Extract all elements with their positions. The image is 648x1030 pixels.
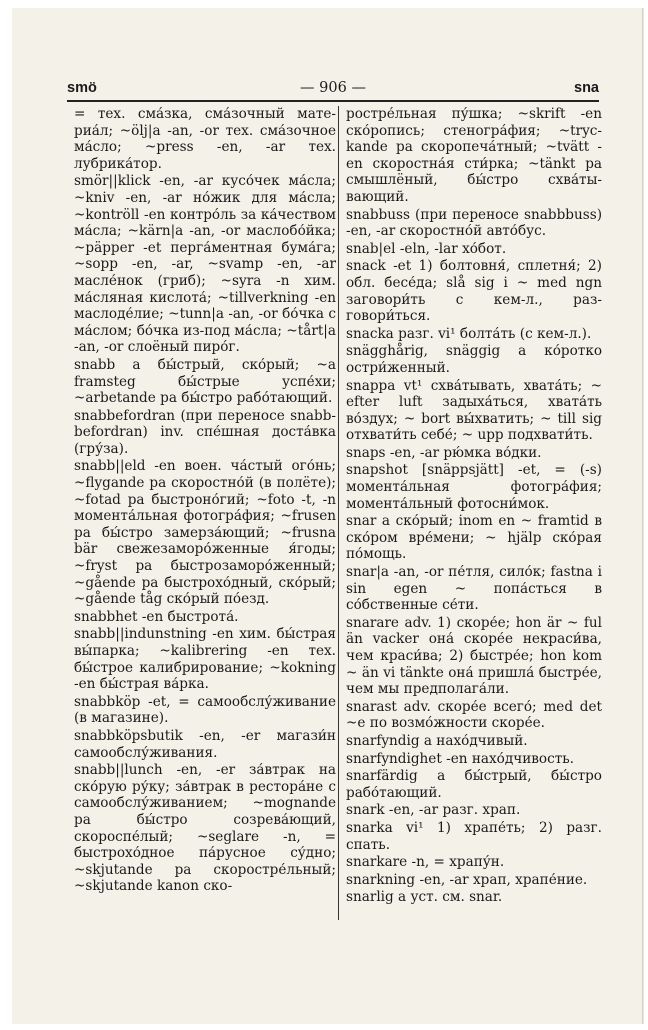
entry: snabb a бы́стрый, ско́рый; ~a framsteg бы́стрые успе́хи; ~arbetande pa бы́стро рабо́тающий. (74, 356, 336, 407)
entry: snabbköp -et, = самообслу́живание (в магазине). (74, 693, 336, 727)
entry: snacka разг. vi¹ болта́ть (с кем-л.). (346, 325, 592, 342)
entry: snabbuss (при переносе snabbbuss) -en, -ar скоростно́й авто́бус. (346, 206, 602, 240)
page-header (67, 80, 599, 98)
entry: snarlig a уст. см. snar. (346, 889, 503, 906)
entry: snar|a -an, -or пе́тля, сило́к; fastna i sin egen ~ попа́сться в со́бственные се́ти. (346, 564, 602, 614)
entry: snarfyndighet -en нахо́дчивость. (346, 750, 574, 767)
entry: snaps -en, -ar рю́мка во́дки. (346, 444, 542, 461)
entry: snarkning -en, -ar храп, храпе́ние. (346, 871, 588, 888)
entry: snarare adv. 1) скоре́е; hon är ~ ful än vacker она́ скоре́е некраси́ва, чем краси́ва; 2) быстре́е; hon kom ~ än vi tänkte она́ пришла́ быстре́е, чем мы предполага́ли. (346, 614, 602, 698)
entry: snapshot [snäppsjätt] -et, = (-s) момента́льная фотогра́фия; момента́льный фотосни́мок. (346, 462, 602, 512)
entry: snark -en, -ar разг. храп. (346, 802, 521, 819)
entry: snack -et 1) болтовня́, сплетня́; 2) обл. бесе́да; slå sig i ~ med ngn заговори́ть с кем-л., разговори́ться. (346, 258, 602, 325)
entry: snarfärdig a бы́стрый, бы́стро рабо́тающий. (346, 768, 602, 801)
entry: ростре́льная пу́шка; ~skrift -en ско́ропись; стеногра́фия; ~tryckande pa скоропеча́тный; ~tvätt -en скоростна́я сти́рка; ~tänkt pa смышлёный, бы́стро схва́тывающий. (346, 106, 602, 205)
entry: snabbefordran (при переносе snabb-befordran) inv. спе́шная доста́вка (гру́за). (74, 407, 336, 457)
entry: snarka vi¹ 1) храпе́ть; 2) разг. спать. (346, 819, 602, 853)
entry: = тех. сма́зка, сма́зочный материа́л; ~ölj|a -an, -or тех. сма́зочное ма́сло; ~press -en, -ar тех. лубрика́тор. (74, 106, 336, 172)
header-rule (67, 100, 599, 102)
header-guide-word-right: sna (574, 80, 599, 96)
entry: snabb||indunstning -en хим. бы́страя вы́парка; ~kalibrering -en тех. бы́строе калибрирование; ~kokning -en бы́страя ва́рка. (74, 626, 336, 693)
page-number: — 906 — (300, 80, 366, 96)
entry: snappa vt¹ схва́тывать, хвата́ть; ~ efter luft задыха́ться, хвата́ть во́здух; ~ bort вы́хватить; ~ till sig отхвати́ть себе́; ~ upp подхвати́ть. (346, 377, 602, 444)
entry: snabb||lunch -en, -er за́втрак на ско́рую ру́ку; за́втрак в рестора́не с самообслу́живанием; ~mognande pa бы́стро созрева́ющий, скороспе́лый; ~seglare -n, = быстрохо́дное па́русное су́дно; ~skjutande pa скоростре́льный; ~skjutande kanon ско- (74, 762, 336, 895)
entry: snarfyndig a нахо́дчивый. (346, 732, 528, 749)
entry: snabb||eld -en воен. ча́стый ого́нь; ~flygande pa скоростно́й (в полёте); ~fotad pa быстроно́гий; ~foto -t, -n момента́льная фотогра́фия; ~frusen pa бы́стро замерза́ющий; ~frusna bär свежезаморо́женные я́годы; ~fryst pa быстрозаморо́женный; ~gående pa быстрохо́дный, ско́рый; ~gående tåg ско́рый по́езд. (74, 458, 336, 608)
entry: snarast adv. скоре́е всего́; med det ~e по возмо́жности скоре́е. (346, 698, 602, 732)
entry: snabbhet -en быстрота́. (74, 608, 239, 625)
header-guide-word-left: smö (67, 80, 97, 96)
entry: snab|el -eln, -lar хо́бот. (346, 240, 507, 257)
entry: snarkare -n, = храпу́н. (346, 854, 505, 871)
left-column (74, 106, 336, 896)
entry: snabbköpsbutik -en, -er магази́н самообслу́живания. (74, 727, 336, 761)
right-column (346, 106, 602, 907)
entry: snägghårig, snäggig a ко́ротко остри́женный. (346, 343, 602, 376)
entry: snar a ско́рый; inom en ~ framtid в ско́ром вре́мени; ~ hjälp ско́рая по́мощь. (346, 513, 602, 563)
entry: smör||klick -en, -ar кусо́чек ма́сла; ~kniv -en, -ar но́жик для ма́сла; ~kontröll -en контро́ль за ка́чеством ма́сла; ~kärn|a -an, -or маслобо́йка; ~päpper -et перга́ментная бума́га; ~sopp -en, -ar, ~svamp -en, -ar масле́нок (гриб); ~syra -n хим. ма́сляная кислота́; ~tillverkning -en маслоде́лие; ~tunn|a -an, -or бо́чка с ма́слом; бо́чка из-под ма́сла; ~tårt|a -an, -or слоёный пиро́г. (74, 173, 336, 356)
column-divider (338, 106, 339, 920)
